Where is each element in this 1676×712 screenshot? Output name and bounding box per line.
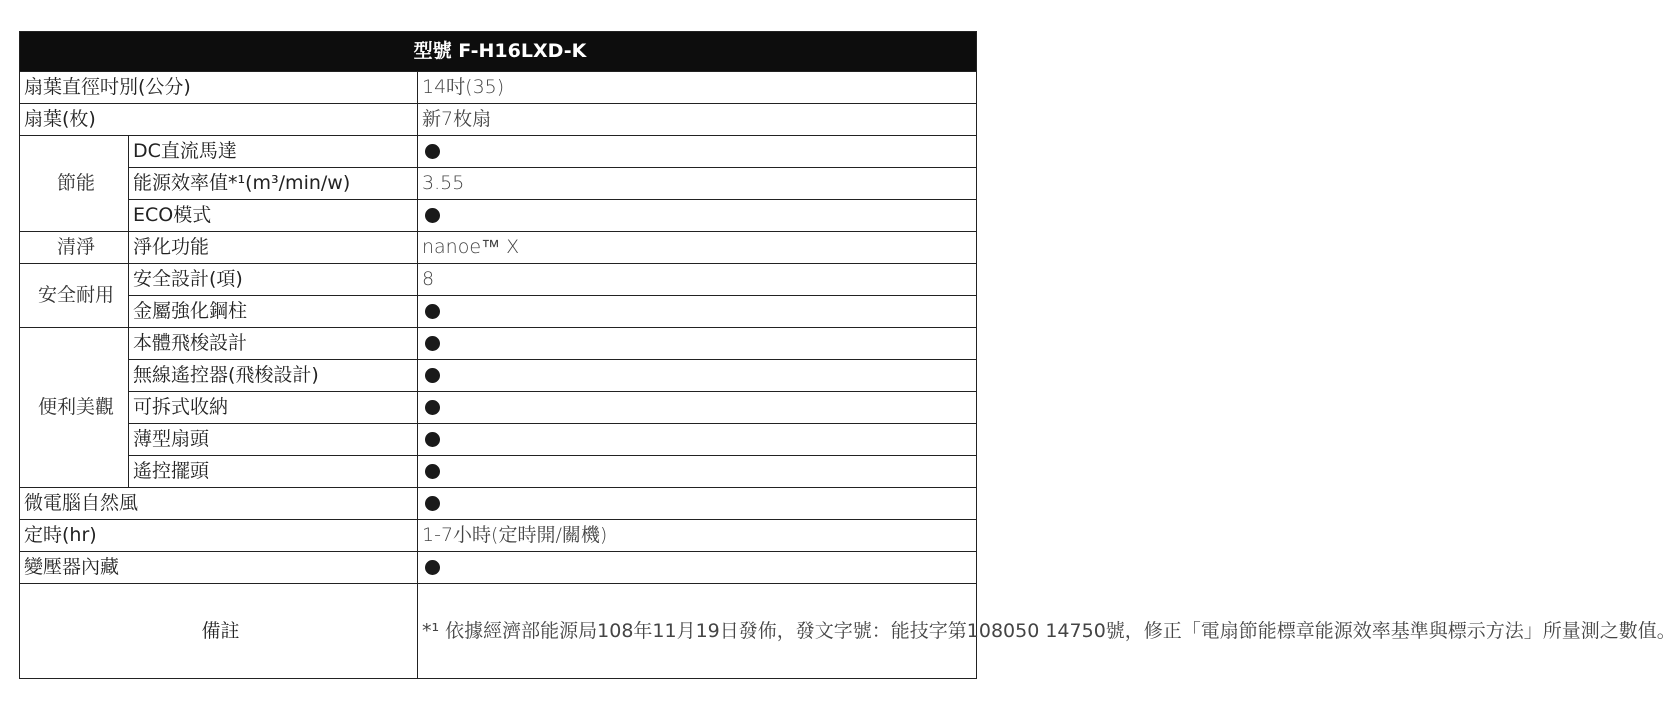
convenience-category: 便利美觀	[20, 328, 129, 488]
model-header: 型號 F-H16LXD-K	[20, 32, 977, 72]
remarks-label: 備註	[20, 584, 418, 679]
clean-category: 清淨	[20, 232, 129, 264]
dc-motor-label: DC直流馬達	[129, 136, 418, 168]
energy-category: 節能	[20, 136, 129, 232]
table-row	[20, 232, 977, 264]
metal-pillar-value	[418, 296, 977, 328]
feature-dot	[425, 560, 440, 575]
efficiency-value: 3.55	[418, 168, 977, 200]
table-row	[20, 296, 977, 328]
feature-dot	[425, 336, 440, 351]
natural-wind-value	[418, 488, 977, 520]
efficiency-label: 能源效率值*¹(m³/min/w)	[129, 168, 418, 200]
table-row	[20, 584, 977, 679]
remote-label: 無線遙控器(飛梭設計)	[129, 360, 418, 392]
table-row	[20, 488, 977, 520]
table-row	[20, 520, 977, 552]
thin-head-label: 薄型扇頭	[129, 424, 418, 456]
remote-swing-value	[418, 456, 977, 488]
remote-swing-label: 遙控擺頭	[129, 456, 418, 488]
feature-dot	[425, 400, 440, 415]
feature-dot	[425, 496, 440, 511]
feature-dot	[425, 368, 440, 383]
feature-dot	[425, 208, 440, 223]
table-row	[20, 360, 977, 392]
safety-design-value: 8	[418, 264, 977, 296]
table-row	[20, 424, 977, 456]
table-row	[20, 104, 977, 136]
table-row	[20, 328, 977, 360]
eco-mode-value	[418, 200, 977, 232]
feature-dot	[425, 144, 440, 159]
purify-label: 淨化功能	[129, 232, 418, 264]
table-row	[20, 168, 977, 200]
feature-dot	[425, 304, 440, 319]
table-row	[20, 200, 977, 232]
blade-diameter-value: 14吋(35)	[418, 72, 977, 104]
transformer-value	[418, 552, 977, 584]
blade-count-label: 扇葉(枚)	[20, 104, 418, 136]
safety-design-label: 安全設計(項)	[129, 264, 418, 296]
blade-count-value: 新7枚扇	[418, 104, 977, 136]
metal-pillar-label: 金屬強化鋼柱	[129, 296, 418, 328]
spec-table	[19, 31, 1676, 679]
table-row	[20, 392, 977, 424]
purify-value: nanoe™ X	[418, 232, 977, 264]
dc-motor-value	[418, 136, 977, 168]
timer-value: 1-7小時(定時開/關機)	[418, 520, 977, 552]
table-row	[20, 136, 977, 168]
eco-mode-label: ECO模式	[129, 200, 418, 232]
table-row	[20, 264, 977, 296]
table-row	[20, 456, 977, 488]
thin-head-value	[418, 424, 977, 456]
transformer-label: 變壓器內藏	[20, 552, 418, 584]
remarks-value: *¹ 依據經濟部能源局108年11月19日發佈，發文字號：能技字第108050 14750號，修正「電扇節能標章能源效率基準與標示方法」所量測之數值。	[418, 584, 977, 679]
detachable-value	[418, 392, 977, 424]
table-row	[20, 72, 977, 104]
detachable-label: 可拆式收納	[129, 392, 418, 424]
body-design-value	[418, 328, 977, 360]
table-row	[20, 552, 977, 584]
feature-dot	[425, 432, 440, 447]
body-design-label: 本體飛梭設計	[129, 328, 418, 360]
blade-diameter-label: 扇葉直徑吋別(公分)	[20, 72, 418, 104]
safety-category: 安全耐用	[20, 264, 129, 328]
natural-wind-label: 微電腦自然風	[20, 488, 418, 520]
feature-dot	[425, 464, 440, 479]
remote-value	[418, 360, 977, 392]
timer-label: 定時(hr)	[20, 520, 418, 552]
